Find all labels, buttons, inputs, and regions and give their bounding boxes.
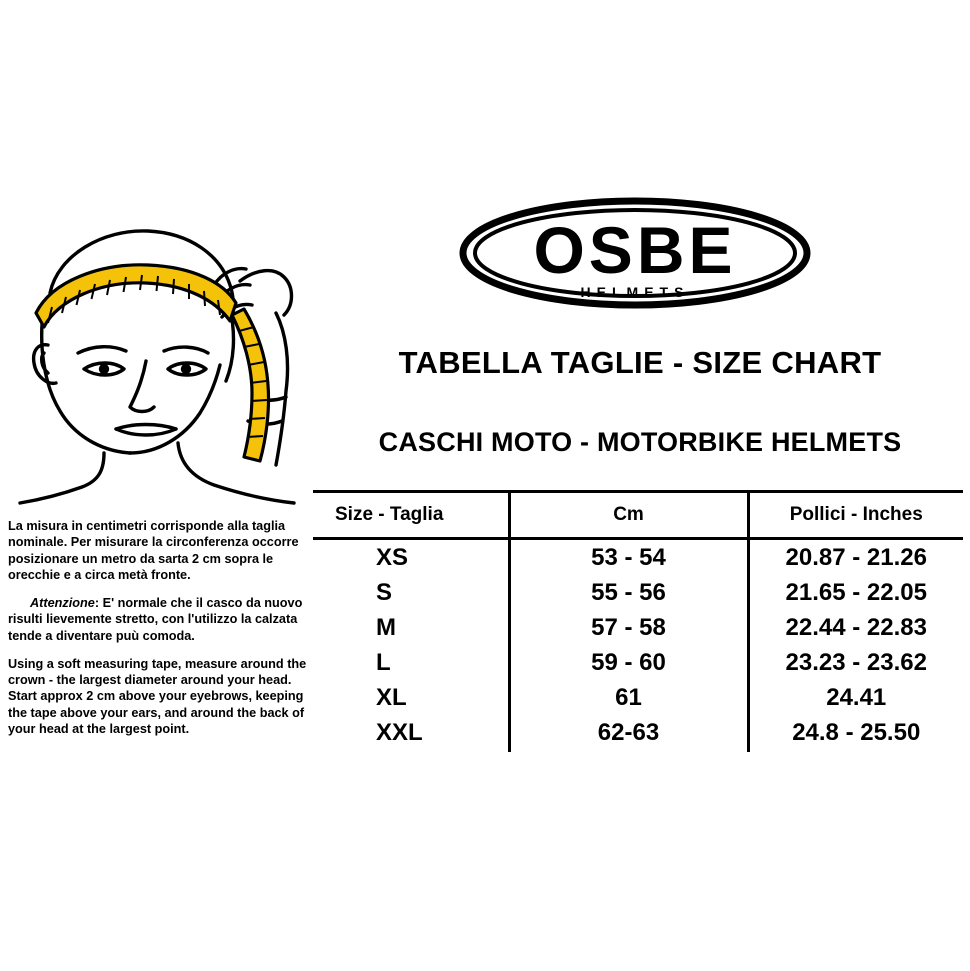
cell-inches: 22.44 - 22.83 xyxy=(748,610,963,645)
head-measuring-illustration xyxy=(8,185,328,505)
instructions-italian-2 xyxy=(8,595,313,644)
instructions-english: Using a soft measuring tape, measure around the crown - the largest diameter around your head. Start approx 2 cm above your eyebrows, keeping the tape above your ears, and around the back of your head at the largest point. xyxy=(8,656,307,736)
cell-size: S xyxy=(313,575,509,610)
table-row xyxy=(313,610,963,645)
cell-cm: 55 - 56 xyxy=(509,575,748,610)
column-header-inches: Pollici - Inches xyxy=(748,492,963,539)
cell-cm: 61 xyxy=(509,680,748,715)
brand-name: OSBE xyxy=(533,213,737,287)
cell-size: XL xyxy=(313,680,509,715)
cell-size: L xyxy=(313,645,509,680)
cell-cm: 57 - 58 xyxy=(509,610,748,645)
cell-inches: 24.41 xyxy=(748,680,963,715)
table-row xyxy=(313,680,963,715)
cell-size: M xyxy=(313,610,509,645)
column-header-size: Size - Taglia xyxy=(313,492,509,539)
table-row xyxy=(313,575,963,610)
cell-cm: 62-63 xyxy=(509,715,748,752)
brand-logo xyxy=(455,195,815,320)
attention-text: : E' normale che il casco da nuovo risulti lievemente stretto, con l'utilizzo la calzata tende a diventare puù comoda. xyxy=(8,596,303,643)
table-row xyxy=(313,715,963,752)
cell-size: XXL xyxy=(313,715,509,752)
table-row xyxy=(313,539,963,576)
attention-label: Attenzione xyxy=(30,596,95,610)
brand-subtitle: HELMETS xyxy=(580,284,690,300)
column-header-cm: Cm xyxy=(509,492,748,539)
cell-inches: 23.23 - 23.62 xyxy=(748,645,963,680)
cell-inches: 24.8 - 25.50 xyxy=(748,715,963,752)
table-row xyxy=(313,645,963,680)
cell-cm: 59 - 60 xyxy=(509,645,748,680)
page-subtitle: CASCHI MOTO - MOTORBIKE HELMETS xyxy=(378,427,902,457)
size-chart-table xyxy=(313,490,963,752)
page-title: TABELLA TAGLIE - SIZE CHART xyxy=(398,345,882,380)
instructions-block xyxy=(8,518,313,737)
cell-inches: 21.65 - 22.05 xyxy=(748,575,963,610)
table-header-row xyxy=(313,492,963,539)
cell-size: XS xyxy=(313,539,509,576)
cell-inches: 20.87 - 21.26 xyxy=(748,539,963,576)
instructions-italian-1: La misura in centimetri corrisponde alla taglia nominale. Per misurare la circonferenza occorre posizionare un metro da sarta 2 cm sopra le orecchie e a circa metà fronte. xyxy=(8,519,299,582)
cell-cm: 53 - 54 xyxy=(509,539,748,576)
